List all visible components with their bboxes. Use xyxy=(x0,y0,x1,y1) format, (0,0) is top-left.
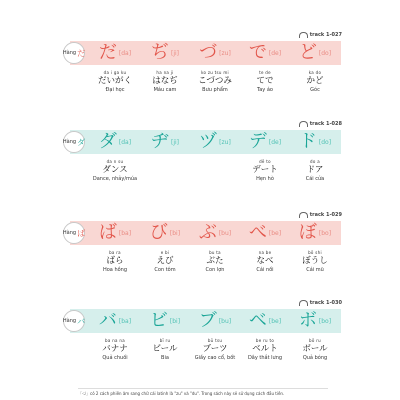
word-romaji: do a xyxy=(310,159,320,164)
kana-char: ド xyxy=(298,131,317,152)
word-romaji: da n su xyxy=(106,159,124,164)
kana-romaji: [da] xyxy=(118,49,132,57)
word-card xyxy=(240,338,290,362)
word-romaji: e bi xyxy=(160,250,170,255)
word-meaning: Cái nồi xyxy=(256,267,274,273)
word-meaning xyxy=(140,176,190,183)
kana-romaji: [bu] xyxy=(218,229,232,237)
headphones-icon xyxy=(299,212,308,218)
word-text: はなぢ xyxy=(152,76,178,86)
kana-romaji: [bo] xyxy=(318,317,332,325)
kana-romaji: [be] xyxy=(268,229,282,237)
kana-romaji: [ba] xyxy=(118,317,132,325)
word-row xyxy=(90,250,340,274)
word-text: かど xyxy=(306,76,324,86)
word-meaning: Bia xyxy=(161,355,169,361)
kana-romaji: [zu] xyxy=(219,49,231,57)
kana-cell xyxy=(290,130,340,154)
word-card xyxy=(90,70,140,94)
word-romaji: ba ra xyxy=(109,250,121,255)
word-meaning: Góc xyxy=(310,87,320,93)
word-text xyxy=(190,165,240,176)
kana-romaji: [ji] xyxy=(170,49,179,57)
badge-prefix: Hàng xyxy=(62,230,77,236)
word-meaning: Cái mũ xyxy=(306,267,324,273)
word-text: こづつみ xyxy=(198,76,232,86)
kana-cell xyxy=(140,221,190,245)
track-number: track 1-030 xyxy=(309,299,342,306)
word-text xyxy=(140,165,190,176)
kana-row xyxy=(90,221,340,245)
kana-char: ヅ xyxy=(199,131,218,152)
word-card xyxy=(90,159,140,183)
word-romaji: bū tsu xyxy=(207,338,223,343)
footnote: 「づ」có 2 cách phiên âm sang chữ cái latinh là "zu" và "du". Trong sách này sẽ sử dụng cách đầu tiên. xyxy=(78,388,328,397)
kana-cell xyxy=(90,309,140,333)
kana-cell xyxy=(140,309,190,333)
word-meaning: Cái cửa xyxy=(305,176,325,182)
kana-romaji: [da] xyxy=(118,138,132,146)
headphones-icon xyxy=(299,300,308,306)
kana-cell xyxy=(240,41,290,65)
track-label[interactable] xyxy=(299,298,342,307)
word-text: ボール xyxy=(302,344,328,354)
word-text: デート xyxy=(252,165,278,175)
word-row xyxy=(90,338,340,362)
word-meaning xyxy=(190,176,240,183)
kana-cell xyxy=(140,41,190,65)
word-text: ぶた xyxy=(206,256,224,266)
word-meaning: Hẹn hò xyxy=(256,176,274,182)
track-number: track 1-028 xyxy=(309,120,342,127)
badge-prefix: Hàng xyxy=(62,50,77,56)
badge-kana: ダ xyxy=(77,137,86,147)
word-card xyxy=(190,70,240,94)
word-meaning: Đại học xyxy=(105,87,125,93)
word-text: ブーツ xyxy=(202,344,228,354)
kana-char: づ xyxy=(199,42,218,63)
word-meaning: Quả bóng xyxy=(302,355,328,361)
word-romaji: dē to xyxy=(259,159,271,164)
word-romaji: da i ga ku xyxy=(103,70,127,75)
kana-romaji: [be] xyxy=(268,317,282,325)
kana-cell xyxy=(240,309,290,333)
word-card xyxy=(140,338,190,362)
kana-char: ば xyxy=(98,222,117,243)
word-text: なべ xyxy=(256,256,274,266)
word-meaning: Giầy cao cổ, bốt xyxy=(194,355,236,361)
word-text: ドア xyxy=(306,165,324,175)
word-card xyxy=(190,338,240,362)
kana-romaji: [de] xyxy=(268,138,282,146)
word-meaning: Tay áo xyxy=(257,87,273,93)
word-card xyxy=(140,159,190,183)
kana-cell xyxy=(90,221,140,245)
badge-kana: だ xyxy=(77,48,86,58)
kana-char: ベ xyxy=(248,310,267,331)
kana-char: ど xyxy=(298,42,317,63)
badge-kana: ば xyxy=(77,228,86,238)
word-romaji: ha na ji xyxy=(156,70,174,75)
kana-char: ダ xyxy=(98,131,117,152)
word-romaji: bō shi xyxy=(308,250,322,255)
kana-cell xyxy=(240,130,290,154)
kana-cell xyxy=(140,130,190,154)
badge-prefix: Hàng xyxy=(62,139,77,145)
kana-cell xyxy=(290,41,340,65)
kana-char: で xyxy=(248,42,267,63)
kana-char: び xyxy=(149,222,168,243)
word-text: ダンス xyxy=(102,165,128,175)
track-label[interactable] xyxy=(299,210,342,219)
word-meaning: Con lợn xyxy=(205,267,225,273)
headphones-icon xyxy=(299,32,308,38)
kana-char: デ xyxy=(248,131,267,152)
headphones-icon xyxy=(299,121,308,127)
word-card xyxy=(140,250,190,274)
kana-char: ぼ xyxy=(298,222,317,243)
kana-char: バ xyxy=(98,310,117,331)
kana-char: ぢ xyxy=(150,42,169,63)
row-badge xyxy=(63,131,85,153)
kana-char: ボ xyxy=(298,310,317,331)
badge-kana: バ xyxy=(77,316,86,326)
word-card xyxy=(90,338,140,362)
word-romaji: ka do xyxy=(308,70,322,75)
word-card xyxy=(240,250,290,274)
word-meaning: Dây thắt lưng xyxy=(247,355,283,361)
kana-romaji: [de] xyxy=(268,49,282,57)
word-romaji: bī ru xyxy=(159,338,171,343)
word-card xyxy=(190,159,240,183)
kana-romaji: [bu] xyxy=(218,317,232,325)
kana-cell xyxy=(190,130,240,154)
track-number: track 1-027 xyxy=(309,31,342,38)
word-romaji: ko zu tsu mi xyxy=(201,70,229,75)
word-text: えび xyxy=(156,256,174,266)
kana-char: べ xyxy=(248,222,267,243)
word-romaji: ba na na xyxy=(105,338,125,343)
word-meaning: Bưu phẩm xyxy=(202,87,228,93)
track-label[interactable] xyxy=(299,30,342,39)
row-badge xyxy=(63,42,85,64)
kana-cell xyxy=(190,221,240,245)
kana-romaji: [zu] xyxy=(219,138,231,146)
word-text: ぼうし xyxy=(302,256,328,266)
word-text: てで xyxy=(256,76,274,86)
word-romaji: be ru to xyxy=(255,338,275,343)
word-card xyxy=(190,250,240,274)
word-romaji: bu ta xyxy=(209,250,221,255)
kana-cell xyxy=(90,130,140,154)
word-meaning: Hoa hồng xyxy=(102,267,128,273)
word-text: ばら xyxy=(106,256,124,266)
kana-romaji: [do] xyxy=(318,138,332,146)
kana-char: ブ xyxy=(198,310,217,331)
word-romaji: na be xyxy=(258,250,272,255)
word-card xyxy=(290,70,340,94)
word-card xyxy=(90,250,140,274)
word-romaji: te de xyxy=(259,70,271,75)
word-card xyxy=(290,338,340,362)
kana-romaji: [bo] xyxy=(318,229,332,237)
word-text: バナナ xyxy=(102,344,128,354)
word-card xyxy=(290,159,340,183)
kana-cell xyxy=(190,309,240,333)
kana-romaji: [bi] xyxy=(169,317,181,325)
kana-row xyxy=(90,309,340,333)
kana-row xyxy=(90,130,340,154)
word-card xyxy=(240,70,290,94)
kana-romaji: [bi] xyxy=(169,229,181,237)
word-text: だいがく xyxy=(97,76,132,86)
kana-cell xyxy=(90,41,140,65)
word-meaning: Con tôm xyxy=(154,267,176,273)
word-meaning: Máu cam xyxy=(153,87,177,93)
kana-char: ビ xyxy=(149,310,168,331)
word-text: ベルト xyxy=(252,344,278,354)
row-badge xyxy=(63,222,85,244)
word-card xyxy=(140,70,190,94)
track-number: track 1-029 xyxy=(309,211,342,218)
kana-cell xyxy=(190,41,240,65)
badge-prefix: Hàng xyxy=(62,318,77,324)
word-card xyxy=(240,159,290,183)
row-badge xyxy=(63,310,85,332)
kana-row xyxy=(90,41,340,65)
kana-char: ヂ xyxy=(150,131,169,152)
kana-char: だ xyxy=(98,42,117,63)
word-meaning: Dance, nhảy/múa xyxy=(92,176,138,182)
word-meaning: Quả chuối xyxy=(102,355,128,361)
kana-romaji: [ji] xyxy=(170,138,179,146)
word-text: ビール xyxy=(152,344,178,354)
word-card xyxy=(290,250,340,274)
track-label[interactable] xyxy=(299,119,342,128)
word-row xyxy=(90,70,340,94)
kana-cell xyxy=(290,221,340,245)
word-romaji: bō ru xyxy=(309,338,321,343)
kana-romaji: [ba] xyxy=(118,229,132,237)
kana-cell xyxy=(290,309,340,333)
kana-cell xyxy=(240,221,290,245)
kana-char: ぶ xyxy=(198,222,217,243)
kana-romaji: [do] xyxy=(318,49,332,57)
word-row xyxy=(90,159,340,183)
